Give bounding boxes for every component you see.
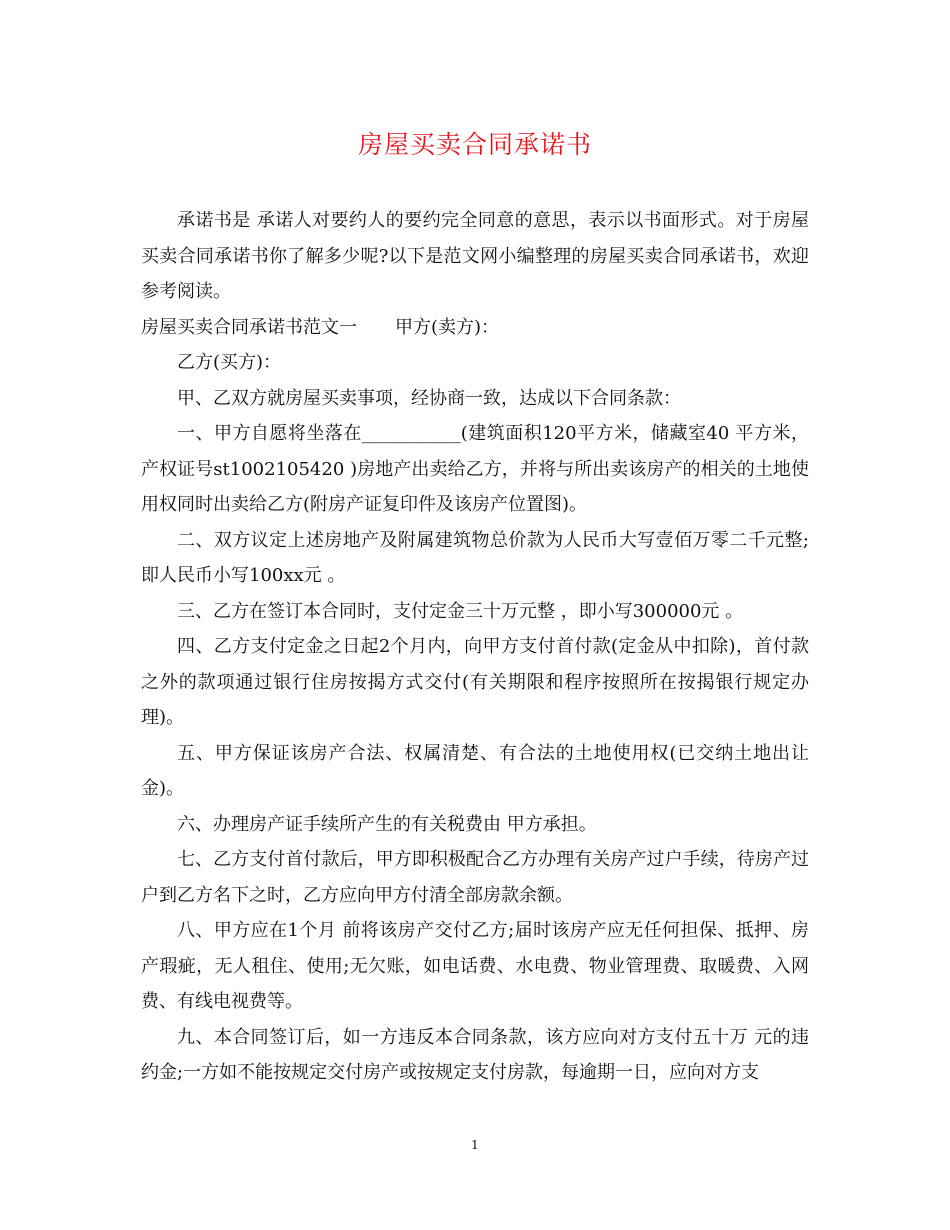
- clause-2: 二、双方议定上述房地产及附属建筑物总价款为人民币大写壹佰万零二千元整;即人民币小写100xx元 。: [141, 529, 809, 586]
- document-title: 房屋买卖合同承诺书: [357, 130, 592, 159]
- sample-heading: 房屋买卖合同承诺书范文一: [141, 316, 357, 338]
- party-a-label: 甲方(卖方)：: [395, 316, 500, 338]
- page-number: 1: [471, 1138, 479, 1152]
- clause-3: 三、乙方在签订本合同时，支付定金三十万元整 ，即小写300000元 。: [177, 600, 744, 622]
- clause-9: 九、本合同签订后，如一方违反本合同条款，该方应向对方支付五十万 元的违约金;一方如不能按规定交付房产或按规定支付房款，每逾期一日，应向对方支: [141, 1026, 809, 1083]
- party-b-label: 乙方(买方)：: [177, 352, 282, 373]
- clause-1: 一、甲方自愿将坐落在___________(建筑面积120平方米，储藏室40 平方米，产权证号st1002105420 )房地产出卖给乙方，并将与所出卖该房产的相关的土地使用权同时出卖给乙方(附房产证复印件及该房产位置图)。: [141, 423, 809, 515]
- sample-heading-line: [141, 310, 809, 346]
- intro-paragraph: 承诺书是 承诺人对要约人的要约完全同意的意思，表示以书面形式。对于房屋买卖合同承诺书你了解多少呢?以下是范文网小编整理的房屋买卖合同承诺书，欢迎参考阅读。: [141, 210, 809, 302]
- preamble-paragraph: 甲、乙双方就房屋买卖事项，经协商一致，达成以下合同条款：: [177, 387, 681, 409]
- clause-8: 八、甲方应在1个月 前将该房产交付乙方;届时该房产应无任何担保、抵押、房产瑕疵，无人租住、使用;无欠账，如电话费、水电费、物业管理费、取暖费、入网费、有线电视费等。: [141, 920, 809, 1012]
- clause-4: 四、乙方支付定金之日起2个月内，向甲方支付首付款(定金从中扣除)，首付款之外的款项通过银行住房按揭方式交付(有关期限和程序按照所在按揭银行规定办理)。: [141, 636, 809, 728]
- document-body: [141, 203, 809, 1091]
- clause-5: 五、甲方保证该房产合法、权属清楚、有合法的土地使用权(已交纳土地出让金)。: [141, 742, 809, 799]
- clause-7: 七、乙方支付首付款后，甲方即积极配合乙方办理有关房产过户手续，待房产过户到乙方名下之时，乙方应向甲方付清全部房款余额。: [141, 849, 809, 906]
- clause-6: 六、办理房产证手续所产生的有关税费由 甲方承担。: [177, 813, 597, 835]
